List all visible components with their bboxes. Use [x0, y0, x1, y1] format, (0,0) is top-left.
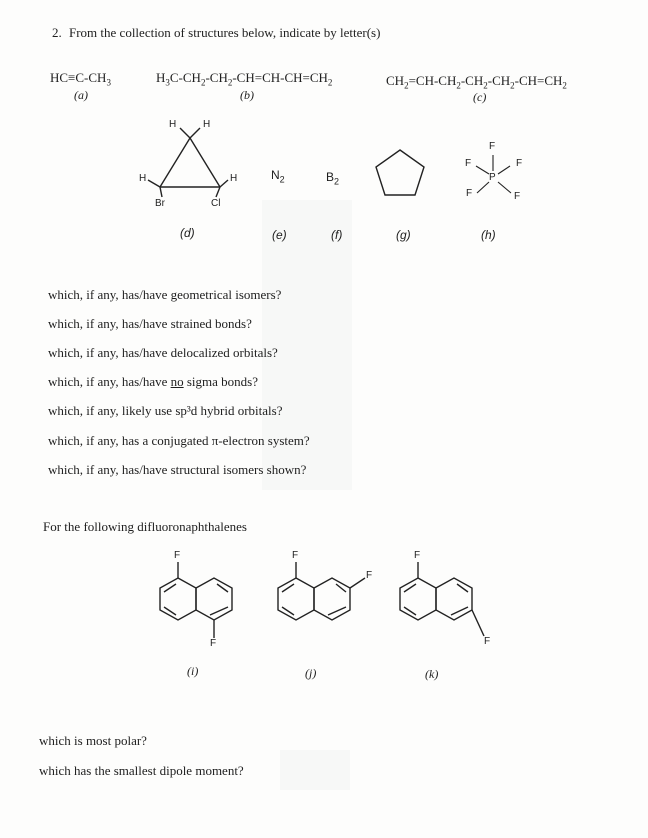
structure-a-formula: $HC\equiv C-CH_3$ [50, 70, 111, 88]
structure-f-formula: $B_2$ [326, 170, 340, 187]
sub-question: which, if any, has/have no sigma bonds? [48, 374, 259, 389]
sub-question: which, if any, has a conjugated π-electron system? [48, 433, 310, 448]
sub-question: which, if any, has/have structural isomers shown? [48, 462, 307, 477]
atom-f: F [514, 191, 521, 202]
atom-cl: Cl [211, 198, 221, 209]
sub-question: which, if any, likely use sp³d hybrid orbitals? [48, 403, 283, 418]
atom-f: F [489, 141, 496, 152]
atom-f: F [465, 158, 472, 169]
naphthalene-question: which has the smallest dipole moment? [39, 763, 244, 778]
structure-j-label: (j) [305, 666, 317, 680]
structure-c-formula: $CH_2=CH-CH_2-CH_2-CH_2-CH=CH_2$ [386, 73, 567, 91]
structure-k-label: (k) [425, 667, 439, 681]
structure-b-label: (b) [240, 88, 254, 102]
sub-question: which, if any, has/have delocalized orbitals? [48, 345, 278, 360]
atom-br: Br [155, 198, 165, 209]
atom-p: P [489, 172, 496, 183]
naphthalene-heading: For the following difluoronaphthalenes [43, 519, 247, 534]
structure-c-label: (c) [473, 90, 487, 104]
atom-f: F [174, 550, 181, 561]
structure-e-label: (e) [272, 228, 287, 242]
atom-h: H [203, 119, 211, 130]
atom-h: H [139, 173, 147, 184]
structure-f-label: (f) [331, 228, 343, 242]
atom-f: F [366, 570, 373, 581]
structure-h-label: (h) [481, 228, 496, 242]
question-prompt: From the collection of structures below, indicate by letter(s) [69, 25, 381, 40]
naphthalene-question: which is most polar? [39, 733, 147, 748]
structure-g-label: (g) [396, 228, 411, 242]
atom-f: F [466, 188, 473, 199]
atom-f: F [484, 636, 491, 647]
atom-f: F [210, 638, 217, 649]
structure-e-formula: $N_2$ [271, 168, 285, 185]
question-number: 2. [52, 25, 62, 40]
atom-h: H [230, 173, 238, 184]
sub-question: which, if any, has/have geometrical isomers? [48, 287, 282, 302]
atom-f: F [414, 550, 421, 561]
structure-a-label: (a) [74, 88, 88, 102]
sub-question: which, if any, has/have strained bonds? [48, 316, 252, 331]
structure-b-formula: $H_3C-CH_2-CH_2-CH=CH-CH=CH_2$ [156, 70, 333, 88]
atom-f: F [292, 550, 299, 561]
atom-f: F [516, 158, 523, 169]
structure-d-label: (d) [180, 226, 195, 240]
atom-h: H [169, 119, 177, 130]
structure-i-label: (i) [187, 664, 199, 678]
